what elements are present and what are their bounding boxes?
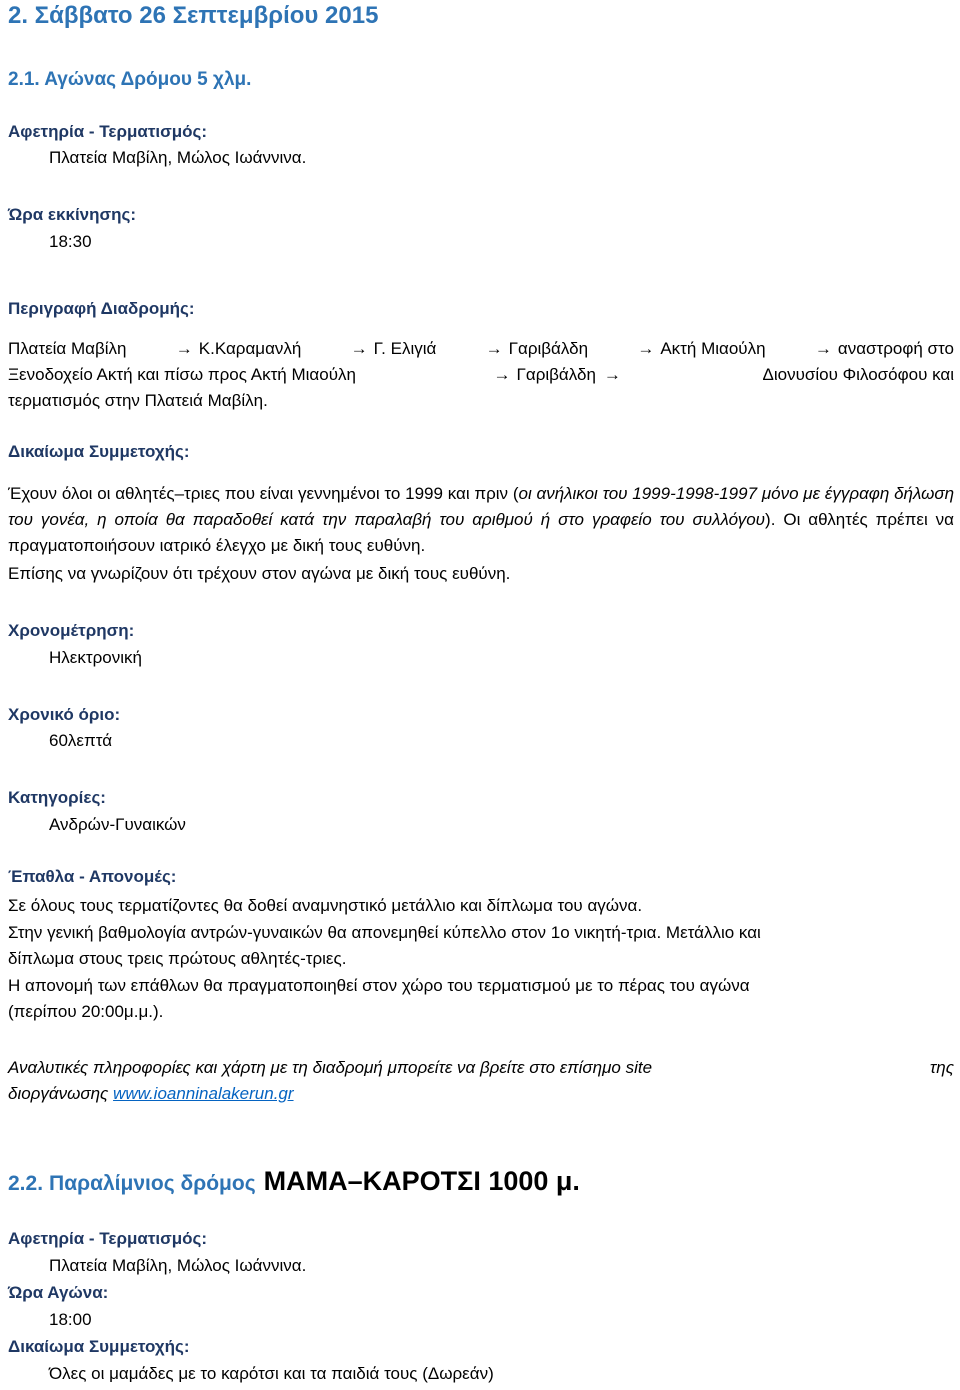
route-line-2 [8, 362, 954, 388]
race2-participation-value: Όλες οι μαμάδες με το καρότσι και τα παιδιά τους (Δωρεάν) [49, 1364, 494, 1383]
right-arrow-icon: → [493, 365, 511, 384]
route-point: Πλατεία Μαβίλη [8, 339, 127, 358]
prizes-line-2: Στην γενική βαθμολογία αντρών-γυναικών θα απονεμηθεί κύπελλο στον 1ο νικητή-τρια. Μετάλλιο και [8, 923, 761, 942]
prizes-line-4: Η απονομή των επάθλων θα πραγματοποιηθεί στον χώρο του τερματισμού με το πέρας του αγώνα [8, 976, 750, 995]
race1-participation-label: Δικαίωμα Συμμετοχής: [8, 442, 190, 461]
route-text: Διονυσίου Φιλοσόφου και [762, 365, 954, 384]
route-point: Γαριβάλδη [508, 339, 589, 358]
route-text: Ξενοδοχείο Ακτή και πίσω προς Ακτή Μιαούλη [8, 365, 356, 384]
race1-participation-text [8, 481, 954, 559]
route-line-3: τερματισμός στην Πλατειά Μαβίλη. [8, 391, 268, 410]
categories-label: Κατηγορίες: [8, 788, 106, 807]
race2-time-value: 18:00 [49, 1310, 92, 1329]
participation-text-d: Επίσης να γνωρίζουν ότι τρέχουν στον αγώνα με δική τους ευθύνη. [8, 564, 511, 583]
participation-text-c: ). Οι αθλητές πρέπει να πραγματοποιήσουν ιατρικό έλεγχο με δική τους ευθύνη. [8, 510, 954, 555]
categories-value: Ανδρών-Γυναικών [49, 815, 186, 834]
info-line-1 [8, 1055, 954, 1081]
route-point: αναστροφή στο [837, 339, 954, 358]
route-label: Περιγραφή Διαδρομής: [8, 299, 195, 318]
participation-text-italic: οι ανήλικοι του 1999-1998-1997 μόνο με έγγραφη δήλωση του γονέα, η οποία θα παραδοθεί κατά την παραλαβή του αριθμού ή στο γραφείο του συλλόγου [8, 484, 955, 529]
timing-value: Ηλεκτρονική [49, 648, 142, 667]
right-arrow-icon: → [350, 339, 368, 358]
race2-number: 2.2. [8, 1172, 44, 1195]
route-point: Κ.Καραμανλή [198, 339, 302, 358]
info-line-2 [8, 1081, 954, 1107]
race1-start-finish-value: Πλατεία Μαβίλη, Μώλος Ιωάννινα. [49, 148, 307, 167]
timing-label: Χρονομέτρηση: [8, 621, 135, 640]
info-text-end: της [929, 1058, 954, 1077]
race2-title-a: Παραλίμνιος δρόμος [49, 1172, 256, 1195]
race1-start-time-value: 18:30 [49, 232, 92, 251]
race2-time-label: Ώρα Αγώνα: [8, 1283, 109, 1302]
race2-start-finish-value: Πλατεία Μαβίλη, Μώλος Ιωάννινα. [49, 1256, 307, 1275]
info-text: διοργάνωσης [8, 1084, 109, 1103]
right-arrow-icon: → [175, 339, 193, 358]
route-line-1 [8, 336, 954, 362]
right-arrow-icon: → [637, 339, 655, 358]
right-arrow-icon: → [814, 339, 832, 358]
participation-text-a: Έχουν όλοι οι αθλητές–τριες που είναι γεννημένοι το 1999 και πριν ( [8, 484, 519, 503]
time-limit-value: 60λεπτά [49, 731, 113, 750]
route-point: Γαριβάλδη [516, 365, 596, 384]
prizes-line-1: Σε όλους τους τερματίζοντες θα δοθεί αναμνηστικό μετάλλιο και δίπλωμα του αγώνα. [8, 896, 643, 915]
race2-start-finish-label: Αφετηρία - Τερματισμός: [8, 1229, 208, 1248]
time-limit-label: Χρονικό όριο: [8, 705, 121, 724]
race1-start-finish-label: Αφετηρία - Τερματισμός: [8, 122, 208, 141]
section-title: 2. Σάββατο 26 Σεπτεμβρίου 2015 [8, 2, 379, 29]
prizes-label: Έπαθλα - Απονομές: [8, 867, 177, 886]
website-link[interactable]: www.ioanninalakerun.gr [113, 1084, 294, 1103]
race2-title-b: ΜΑΜΑ–ΚΑΡΟΤΣΙ 1000 μ. [263, 1166, 580, 1196]
race1-start-time-label: Ώρα εκκίνησης: [8, 205, 137, 224]
route-point: Γ. Ελιγιά [373, 339, 437, 358]
right-arrow-icon: → [485, 339, 503, 358]
info-text: Αναλυτικές πληροφορίες και χάρτη με τη διαδρομή μπορείτε να βρείτε στο επίσημο site [8, 1058, 653, 1077]
right-arrow-icon: → [603, 365, 621, 384]
race1-title: 2.1. Αγώνας Δρόμου 5 χλμ. [8, 69, 252, 90]
route-point: Ακτή Μιαούλη [660, 339, 766, 358]
prizes-line-3: δίπλωμα στους τρεις πρώτους αθλητές-τριες. [8, 949, 347, 968]
race2-participation-label: Δικαίωμα Συμμετοχής: [8, 1337, 190, 1356]
race2-title [8, 1166, 580, 1197]
prizes-line-5: (περίπου 20:00μ.μ.). [8, 1002, 164, 1021]
